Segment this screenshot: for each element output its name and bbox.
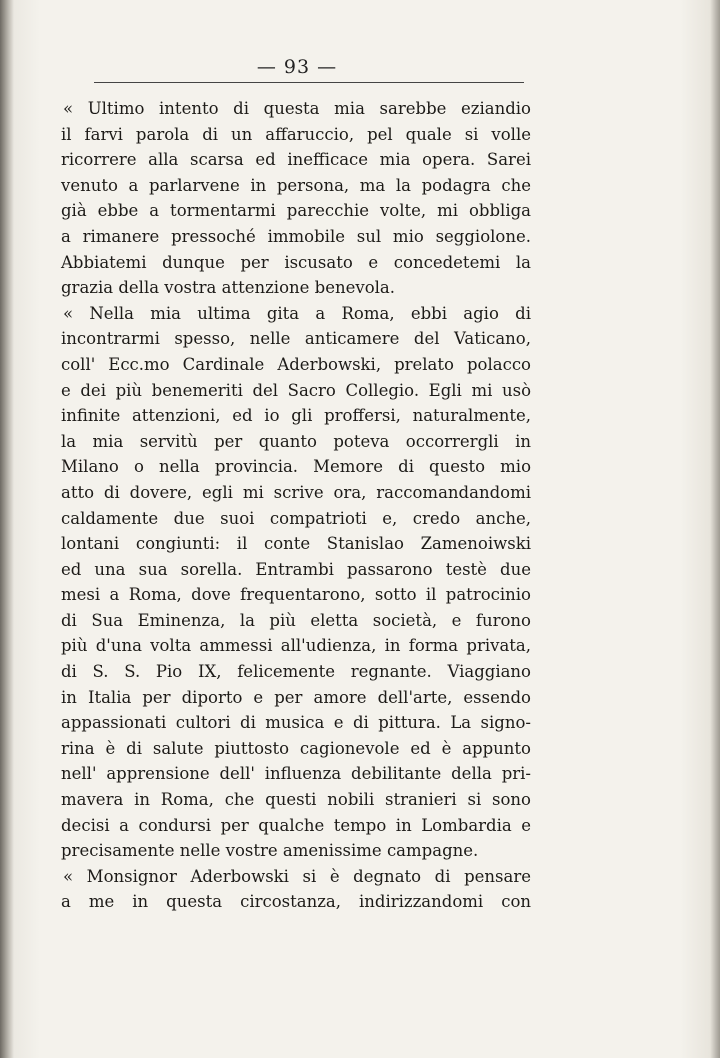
text-line: la mia servitù per quanto poteva occorrergli in [61,431,531,451]
text-line: di S. S. Pio IX, felicemente regnante. Viaggiano [61,662,531,682]
text-line: grazia della vostra attenzione benevola. [61,278,395,298]
text-line: Milano o nella provincia. Memore di questo mio [61,457,531,477]
text-line: già ebbe a tormentarmi parecchie volte, mi obbliga [61,201,531,221]
text-line: lontani congiunti: il conte Stanislao Zamenoiwski [61,534,531,554]
text-line: il farvi parola di un affaruccio, pel quale si volle [61,124,531,144]
text-line: di Sua Eminenza, la più eletta società, e furono [61,610,531,630]
text-line: « Nella mia ultima gita a Roma, ebbi agio di [63,303,531,323]
text-line: « Monsignor Aderbowski si è degnato di pensare [63,866,531,886]
page-left-edge [0,0,14,1058]
text-line: rina è di salute piuttosto cagionevole ed è appunto [61,738,531,758]
text-line: in Italia per diporto e per amore dell'arte, essendo [61,687,531,707]
text-line: « Ultimo intento di questa mia sarebbe eziandio [63,99,531,118]
text-line: Abbiatemi dunque per iscusato e concedetemi la [61,252,531,272]
text-line: decisi a condursi per qualche tempo in Lombardia e [61,815,531,835]
text-line: caldamente due suoi compatrioti e, credo anche, [61,508,531,528]
text-line: a me in questa circostanza, indirizzandomi con [61,892,531,912]
text-line: coll' Ecc.mo Cardinale Aderbowski, prelato polacco [61,354,531,374]
text-line: mavera in Roma, che questi nobili stranieri si sono [61,790,531,810]
text-line: infinite attenzioni, ed io gli proffersi, naturalmente, [61,406,531,426]
text-line: più d'una volta ammessi all'udienza, in forma privata, [61,636,531,656]
text-line: precisamente nelle vostre amenissime campagne. [61,841,479,861]
text-line: mesi a Roma, dove frequentarono, sotto il patrocinio [61,585,531,605]
text-line: venuto a parlarvene in persona, ma la podagra che [61,175,531,195]
text-line: incontrarmi spesso, nelle anticamere del Vaticano, [61,329,531,349]
text-line: nell' apprensione dell' influenza debilitante della pri- [61,764,531,784]
page-number: — 93 — [256,56,338,78]
text-line: a rimanere pressoché immobile sul mio seggiolone. [61,226,531,246]
text-line: atto di dovere, egli mi scrive ora, raccomandandomi [61,482,531,502]
body-text [61,96,531,915]
text-line: ed una sua sorella. Entrambi passarono testè due [61,559,531,579]
text-line: e dei più benemeriti del Sacro Collegio. Egli mi usò [61,380,531,400]
text-line: appassionati cultori di musica e di pittura. La signo- [61,713,531,733]
text-line: ricorrere alla scarsa ed inefficace mia opera. Sarei [61,150,531,170]
page-right-edge [710,0,720,1058]
header-rule [94,82,524,83]
